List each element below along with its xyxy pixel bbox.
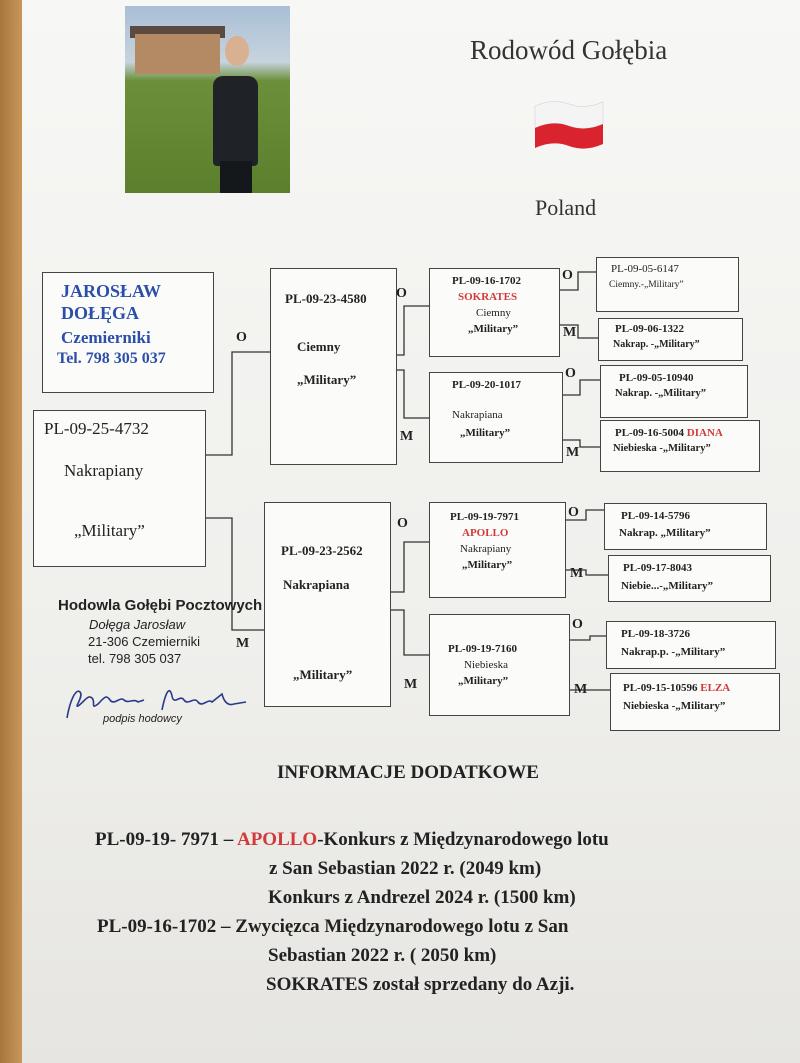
great-grandparent-ring: PL-09-18-3726 <box>621 628 691 640</box>
owner-town: Czemierniki <box>61 328 151 347</box>
great-grandparent-desc: Nakrap.p. -„Military” <box>621 646 726 658</box>
owner-first-name: JAROSŁAW <box>61 281 162 301</box>
father-label: O <box>396 286 407 301</box>
father-label: O <box>236 330 247 345</box>
great-grandparent-ring-number: PL-09-16-5004 <box>615 427 685 439</box>
info-entry-ring: PL-09-16-1702 – <box>97 916 231 937</box>
grandparent-color: Nakrapiana <box>452 409 503 421</box>
main-pigeon-color: Nakrapiany <box>64 461 144 480</box>
great-grandparent-box <box>598 318 743 361</box>
father-label: O <box>397 516 408 531</box>
info-entry-line: z San Sebastian 2022 r. (2049 km) <box>269 858 542 879</box>
mother-box <box>264 502 391 707</box>
great-grandparent-box <box>604 503 767 550</box>
mother-color: Nakrapiana <box>283 577 350 592</box>
breeder-stamp-name: Dołęga Jarosław <box>89 617 186 632</box>
great-grandparent-ring: PL-09-14-5796 <box>621 510 691 522</box>
page-title: Rodowód Gołębia <box>470 35 668 65</box>
breeder-stamp-address: 21-306 Czemierniki <box>88 634 200 649</box>
mother-label: M <box>574 682 588 697</box>
info-entry-text: -Konkurs z Międzynarodowego lotu <box>317 829 609 850</box>
grandparent-breed: „Military” <box>460 427 511 439</box>
info-entry-text: Zwycięzca Międzynarodowego lotu z San <box>235 916 569 937</box>
great-grandparent-ring: PL-09-06-1322 <box>615 323 685 335</box>
great-grandparent-desc: Ciemny.-„Military” <box>609 280 684 290</box>
father-ring: PL-09-23-4580 <box>285 291 367 306</box>
great-grandparent-box <box>610 673 780 731</box>
mother-label: M <box>566 445 580 460</box>
great-grandparent-ring: PL-09-17-8043 <box>623 562 693 574</box>
grandparent-breed: „Military” <box>458 675 509 687</box>
mother-label: M <box>236 636 250 651</box>
father-breed: „Military” <box>297 372 357 387</box>
info-title: INFORMACJE DODATKOWE <box>277 762 539 783</box>
grandparent-box <box>429 268 560 357</box>
grandparent-color: Nakrapiany <box>460 543 512 555</box>
breeder-stamp-phone: tel. 798 305 037 <box>88 651 182 666</box>
owner-box <box>42 272 214 393</box>
mother-label: M <box>563 325 577 340</box>
main-pigeon-breed: „Military” <box>74 521 145 540</box>
great-grandparent-box <box>596 257 739 312</box>
grandparent-name: SOKRATES <box>458 291 518 303</box>
grandparent-breed: „Military” <box>468 323 519 335</box>
grandparent-breed: „Military” <box>462 559 513 571</box>
great-grandparent-name: ELZA <box>700 682 731 694</box>
signature-caption: podpis hodowcy <box>103 713 182 725</box>
info-entry-ring: PL-09-19- 7971 – <box>95 829 234 850</box>
grandparent-ring: PL-09-20-1017 <box>452 379 522 391</box>
grandparent-ring: PL-09-16-1702 <box>452 275 522 287</box>
info-entry-line: Konkurs z Andrezel 2024 r. (1500 km) <box>268 887 576 908</box>
great-grandparent-desc: Nakrap. -„Military” <box>613 339 700 350</box>
great-grandparent-desc: Nakrap. „Military” <box>619 527 711 539</box>
great-grandparent-ring-number: PL-09-15-10596 <box>623 682 698 694</box>
grandparent-box <box>429 372 563 463</box>
great-grandparent-name: DIANA <box>686 427 723 439</box>
great-grandparent-ring <box>623 682 730 694</box>
owner-phone: Tel. 798 305 037 <box>57 350 166 367</box>
info-entry-line: Sebastian 2022 r. ( 2050 km) <box>268 945 497 966</box>
great-grandparent-box <box>600 365 748 418</box>
father-label: O <box>562 268 573 283</box>
grandparent-color: Ciemny <box>476 307 511 319</box>
main-pigeon-ring: PL-09-25-4732 <box>44 419 149 438</box>
mother-label: M <box>570 566 584 581</box>
great-grandparent-desc: Niebieska -„Military” <box>613 443 711 454</box>
great-grandparent-desc: Niebieska -„Military” <box>623 700 726 712</box>
grandparent-box <box>429 502 566 598</box>
info-entry-2 <box>97 916 568 938</box>
main-pigeon-box <box>33 410 206 567</box>
father-box <box>270 268 397 465</box>
mother-label: M <box>400 429 414 444</box>
great-grandparent-box <box>608 555 771 602</box>
info-entry-name: APOLLO <box>236 829 318 850</box>
great-grandparent-desc: Nakrap. -„Military” <box>615 388 706 399</box>
mother-breed: „Military” <box>293 667 353 682</box>
father-label: O <box>572 617 583 632</box>
country-label: Poland <box>535 195 597 220</box>
father-label: O <box>565 366 576 381</box>
grandparent-name: APOLLO <box>462 527 509 539</box>
father-color: Ciemny <box>297 339 341 354</box>
great-grandparent-ring <box>615 427 723 439</box>
father-label: O <box>568 505 579 520</box>
great-grandparent-box <box>606 621 776 669</box>
grandparent-color: Niebieska <box>464 659 508 671</box>
mother-ring: PL-09-23-2562 <box>281 543 363 558</box>
info-entry-1 <box>95 829 609 851</box>
great-grandparent-ring: PL-09-05-10940 <box>619 372 694 384</box>
info-entry-note: SOKRATES został sprzedany do Azji. <box>266 974 575 995</box>
mother-label: M <box>404 677 418 692</box>
great-grandparent-desc: Niebie...-„Military” <box>621 580 713 592</box>
grandparent-ring: PL-09-19-7971 <box>450 511 520 523</box>
great-grandparent-ring: PL-09-05-6147 <box>611 263 679 275</box>
great-grandparent-box <box>600 420 760 472</box>
grandparent-ring: PL-09-19-7160 <box>448 643 518 655</box>
breeder-stamp-title: Hodowla Gołębi Pocztowych <box>58 597 263 614</box>
owner-last-name: DOŁĘGA <box>61 303 140 323</box>
grandparent-box <box>429 614 570 716</box>
